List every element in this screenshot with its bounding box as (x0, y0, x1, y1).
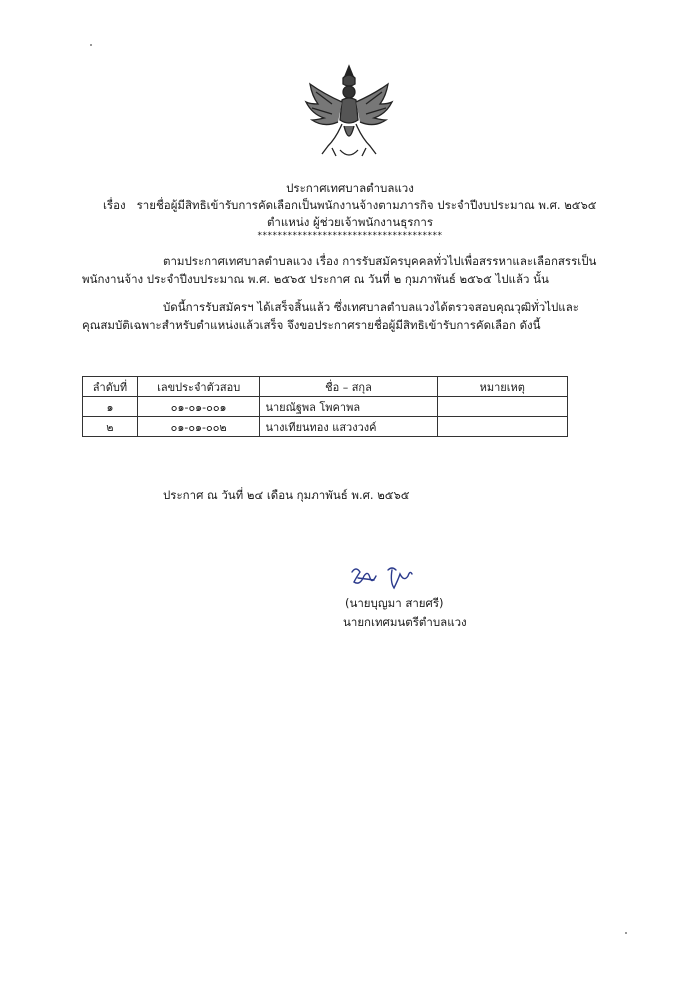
paragraph-2-line-2: คุณสมบัติเฉพาะสำหรับตำแหน่งแล้วเสร็จ จึงขอประกาศรายชื่อผู้มีสิทธิเข้ารับการคัดเลือก ดังนี้ (82, 318, 541, 332)
separator-stars: ************************************* (257, 231, 443, 241)
paragraph-2-line-1: บัดนี้การรับสมัครฯ ได้เสร็จสิ้นแล้ว ซึ่งเทศบาลตำบลแวงได้ตรวจสอบคุณวุฒิทั่วไปและ (163, 300, 579, 314)
cell-note (437, 397, 568, 417)
subject-line (103, 197, 597, 215)
header-note: หมายเหตุ (437, 377, 568, 397)
paragraph-1-line-1: ตามประกาศเทศบาลตำบลแวง เรื่อง การรับสมัครบุคคลทั่วไปเพื่อสรรหาและเลือกสรรเป็น (163, 254, 597, 268)
cell-name: นางเทียนทอง แสวงวงค์ (260, 417, 437, 437)
header-order: ลำดับที่ (83, 377, 138, 397)
table-row (83, 417, 568, 437)
subject-label: เรื่อง (103, 198, 126, 212)
table-row (83, 397, 568, 417)
scan-speck (625, 932, 627, 934)
handwritten-signature (348, 564, 418, 592)
header-name: ชื่อ – สกุล (260, 377, 437, 397)
candidate-table (82, 376, 568, 437)
cell-note (437, 417, 568, 437)
announcement-date: ประกาศ ณ วันที่ ๒๔ เดือน กุมภาพันธ์ พ.ศ. ๒๕๖๕ (163, 488, 410, 502)
table-header-row (83, 377, 568, 397)
subject-text: รายชื่อผู้มีสิทธิเข้ารับการคัดเลือกเป็นพนักงานจ้างตามภารกิจ ประจำปีงบประมาณ พ.ศ. ๒๕๖๕ (136, 198, 597, 212)
paragraph-1-line-2: พนักงานจ้าง ประจำปีงบประมาณ พ.ศ. ๒๕๖๕ ประกาศ ณ วันที่ ๒ กุมภาพันธ์ ๒๕๖๕ ไปแล้ว นั้น (82, 272, 549, 286)
header-exam-id: เลขประจำตัวสอบ (137, 377, 260, 397)
position-line: ตำแหน่ง ผู้ช่วยเจ้าพนักงานธุรการ (266, 215, 434, 229)
cell-exam-id: ๐๑-๐๑-๐๐๑ (137, 397, 260, 417)
cell-order: ๒ (83, 417, 138, 437)
cell-order: ๑ (83, 397, 138, 417)
announcer-title: ประกาศเทศบาลตำบลแวง (286, 181, 414, 195)
signer-name: (นายบุญมา สายศรี) (345, 596, 444, 610)
cell-name: นายณัฐพล โพคาพล (260, 397, 437, 417)
signer-title: นายกเทศมนตรีตำบลแวง (343, 615, 467, 629)
garuda-emblem-icon (302, 62, 396, 162)
scan-speck (90, 44, 92, 46)
cell-exam-id: ๐๑-๐๑-๐๐๒ (137, 417, 260, 437)
